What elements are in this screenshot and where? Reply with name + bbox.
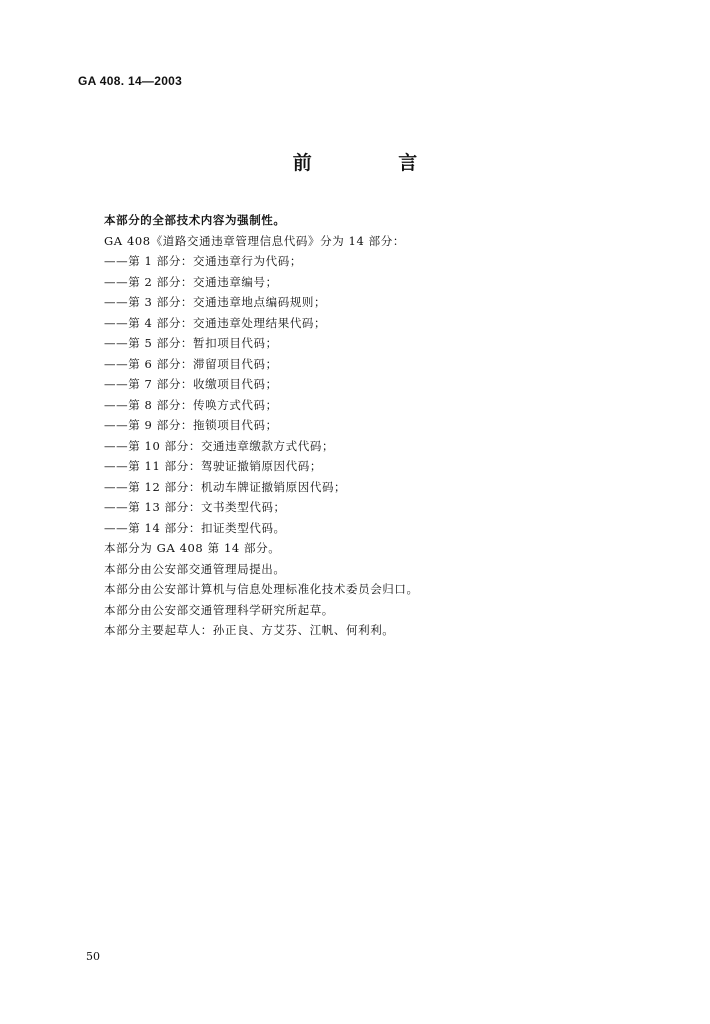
part-list-item: ——第 12 部分：机动车牌证撤销原因代码； [104, 479, 347, 494]
committee-statement: 本部分由公安部计算机与信息处理标准化技术委员会归口。 [104, 582, 419, 596]
page-number: 50 [86, 950, 100, 963]
part-list-item: ——第 8 部分：传唤方式代码； [104, 397, 278, 412]
parts-intro: GA 408《道路交通违章管理信息代码》分为 14 部分： [104, 233, 405, 248]
part-list-item: ——第 11 部分：驾驶证撤销原因代码； [104, 459, 322, 473]
part-list-item: ——第 5 部分：暂扣项目代码； [104, 336, 278, 350]
standard-number-header: GA 408. 14—2003 [78, 74, 183, 88]
part-list-item: ——第 10 部分：交通违章缴款方式代码； [104, 438, 335, 453]
mandatory-statement: 本部分的全部技术内容为强制性。 [104, 213, 286, 227]
part-list-item: ——第 14 部分：扣证类型代码。 [104, 520, 286, 535]
part-list-item: ——第 13 部分：文书类型代码； [104, 500, 286, 514]
drafter-statement: 本部分由公安部交通管理科学研究所起草。 [104, 602, 334, 617]
part-list-item: ——第 3 部分：交通违章地点编码规则； [104, 295, 327, 309]
proposer-statement: 本部分由公安部交通管理局提出。 [104, 561, 286, 576]
authors-statement: 本部分主要起草人：孙正良、方艾芬、江帆、何利利。 [104, 623, 395, 637]
part-list-item: ——第 1 部分：交通违章行为代码； [104, 254, 302, 268]
part-list-item: ——第 6 部分：滞留项目代码； [104, 356, 278, 371]
foreword-body [104, 210, 604, 641]
part-statement: 本部分为 GA 408 第 14 部分。 [104, 541, 281, 555]
section-title-foreword: 前 言 [292, 152, 458, 174]
part-list-item: ——第 7 部分：收缴项目代码； [104, 377, 278, 391]
part-list-item: ——第 9 部分：拖锁项目代码； [104, 418, 278, 432]
part-list-item: ——第 2 部分：交通违章编号； [104, 274, 278, 289]
part-list-item: ——第 4 部分：交通违章处理结果代码； [104, 315, 327, 330]
